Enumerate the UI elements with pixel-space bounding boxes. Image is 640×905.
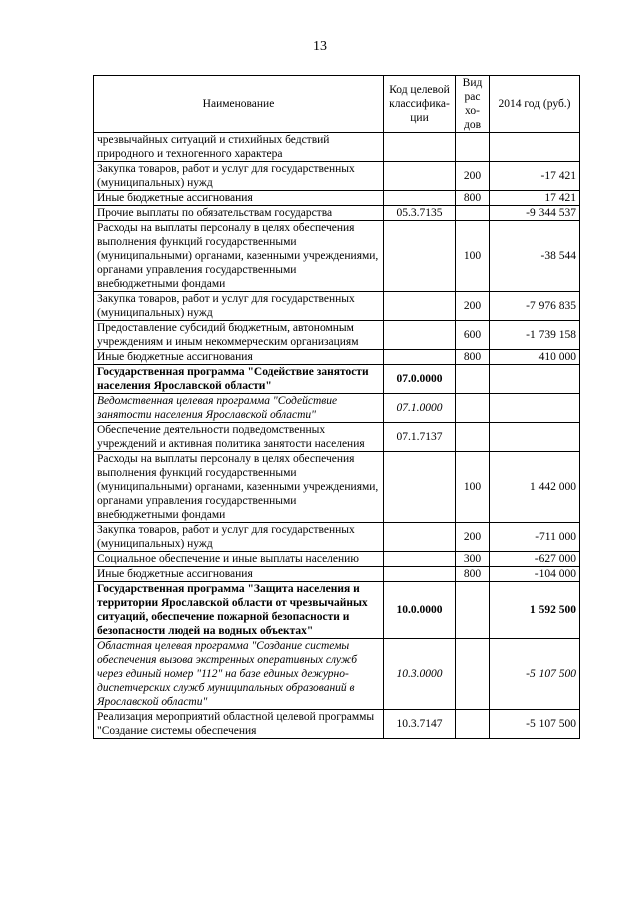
table-row — [94, 221, 580, 292]
cell-code — [384, 221, 456, 292]
cell-name: Социальное обеспечение и иные выплаты населению — [94, 552, 384, 567]
cell-type — [456, 582, 490, 639]
cell-name: Областная целевая программа "Создание системы обеспечения вызова экстренных оперативных служб через единый номер "112" на базе единых дежурно-диспетчерских служб муниципальных образований в Ярославской области" — [94, 639, 384, 710]
cell-code: 10.3.7147 — [384, 710, 456, 739]
table-row — [94, 394, 580, 423]
cell-code: 07.1.0000 — [384, 394, 456, 423]
cell-type: 300 — [456, 552, 490, 567]
cell-amount — [490, 423, 580, 452]
cell-name: Иные бюджетные ассигнования — [94, 567, 384, 582]
cell-name: Иные бюджетные ассигнования — [94, 191, 384, 206]
cell-name: Расходы на выплаты персоналу в целях обеспечения выполнения функций государственными (муниципальными) органами, казенными учреждениями, органами управления государственными внебюджетными фондами — [94, 221, 384, 292]
header-type: Вид рас хо-дов — [456, 76, 490, 133]
table-row — [94, 350, 580, 365]
cell-amount: 410 000 — [490, 350, 580, 365]
cell-type — [456, 365, 490, 394]
cell-amount: -627 000 — [490, 552, 580, 567]
table-row — [94, 582, 580, 639]
cell-code: 07.1.7137 — [384, 423, 456, 452]
cell-type: 100 — [456, 452, 490, 523]
table-row — [94, 292, 580, 321]
table-row — [94, 423, 580, 452]
cell-code: 10.0.0000 — [384, 582, 456, 639]
table-row — [94, 321, 580, 350]
cell-code: 10.3.0000 — [384, 639, 456, 710]
cell-type: 100 — [456, 221, 490, 292]
cell-code — [384, 133, 456, 162]
cell-name: Прочие выплаты по обязательствам государства — [94, 206, 384, 221]
cell-type: 800 — [456, 350, 490, 365]
cell-type — [456, 133, 490, 162]
table-row — [94, 523, 580, 552]
cell-amount: 1 592 500 — [490, 582, 580, 639]
cell-type: 200 — [456, 523, 490, 552]
cell-type: 800 — [456, 191, 490, 206]
cell-amount: -9 344 537 — [490, 206, 580, 221]
cell-amount: -7 976 835 — [490, 292, 580, 321]
cell-type — [456, 423, 490, 452]
cell-code — [384, 452, 456, 523]
table-row — [94, 452, 580, 523]
table-body — [94, 133, 580, 739]
cell-code — [384, 350, 456, 365]
table-row — [94, 710, 580, 739]
cell-name: Реализация мероприятий областной целевой программы "Создание системы обеспечения — [94, 710, 384, 739]
cell-type: 600 — [456, 321, 490, 350]
cell-name: Расходы на выплаты персоналу в целях обеспечения выполнения функций государственными (муниципальными) органами, казенными учреждениями, органами управления государственными внебюджетными фондами — [94, 452, 384, 523]
header-amount: 2014 год (руб.) — [490, 76, 580, 133]
table-row — [94, 567, 580, 582]
cell-amount: -17 421 — [490, 162, 580, 191]
table-row — [94, 191, 580, 206]
cell-code: 05.3.7135 — [384, 206, 456, 221]
cell-amount: -1 739 158 — [490, 321, 580, 350]
header-name: Наименование — [94, 76, 384, 133]
cell-name: Обеспечение деятельности подведомственных учреждений и активная политика занятости населения — [94, 423, 384, 452]
cell-type: 200 — [456, 162, 490, 191]
cell-code — [384, 523, 456, 552]
cell-type: 200 — [456, 292, 490, 321]
cell-type — [456, 206, 490, 221]
cell-amount: -711 000 — [490, 523, 580, 552]
header-code: Код целевой классифика-ции — [384, 76, 456, 133]
budget-table — [93, 75, 580, 739]
cell-amount — [490, 133, 580, 162]
cell-code — [384, 567, 456, 582]
table-row — [94, 365, 580, 394]
cell-type — [456, 639, 490, 710]
cell-amount — [490, 365, 580, 394]
table-row — [94, 639, 580, 710]
table-row — [94, 133, 580, 162]
cell-name: Закупка товаров, работ и услуг для государственных (муниципальных) нужд — [94, 162, 384, 191]
cell-name: Ведомственная целевая программа "Содействие занятости населения Ярославской области" — [94, 394, 384, 423]
cell-amount: 1 442 000 — [490, 452, 580, 523]
table-row — [94, 162, 580, 191]
cell-code — [384, 552, 456, 567]
cell-amount: -104 000 — [490, 567, 580, 582]
cell-code — [384, 292, 456, 321]
cell-name: чрезвычайных ситуаций и стихийных бедствий природного и техногенного характера — [94, 133, 384, 162]
cell-code: 07.0.0000 — [384, 365, 456, 394]
table-row — [94, 552, 580, 567]
table-row — [94, 206, 580, 221]
cell-amount: -5 107 500 — [490, 639, 580, 710]
cell-amount — [490, 394, 580, 423]
cell-name: Закупка товаров, работ и услуг для государственных (муниципальных) нужд — [94, 523, 384, 552]
cell-code — [384, 321, 456, 350]
cell-type: 800 — [456, 567, 490, 582]
cell-name: Государственная программа "Содействие занятости населения Ярославской области" — [94, 365, 384, 394]
table-header-row — [94, 76, 580, 133]
cell-amount: 17 421 — [490, 191, 580, 206]
cell-name: Иные бюджетные ассигнования — [94, 350, 384, 365]
cell-name: Предоставление субсидий бюджетным, автономным учреждениям и иным некоммерческим организациям — [94, 321, 384, 350]
cell-amount: -38 544 — [490, 221, 580, 292]
cell-type — [456, 710, 490, 739]
cell-name: Закупка товаров, работ и услуг для государственных (муниципальных) нужд — [94, 292, 384, 321]
page-number: 13 — [313, 39, 327, 54]
cell-name: Государственная программа "Защита населения и территории Ярославской области от чрезвычайных ситуаций, обеспечение пожарной безопасности и безопасности людей на водных объектах" — [94, 582, 384, 639]
cell-amount: -5 107 500 — [490, 710, 580, 739]
cell-type — [456, 394, 490, 423]
cell-code — [384, 191, 456, 206]
cell-code — [384, 162, 456, 191]
